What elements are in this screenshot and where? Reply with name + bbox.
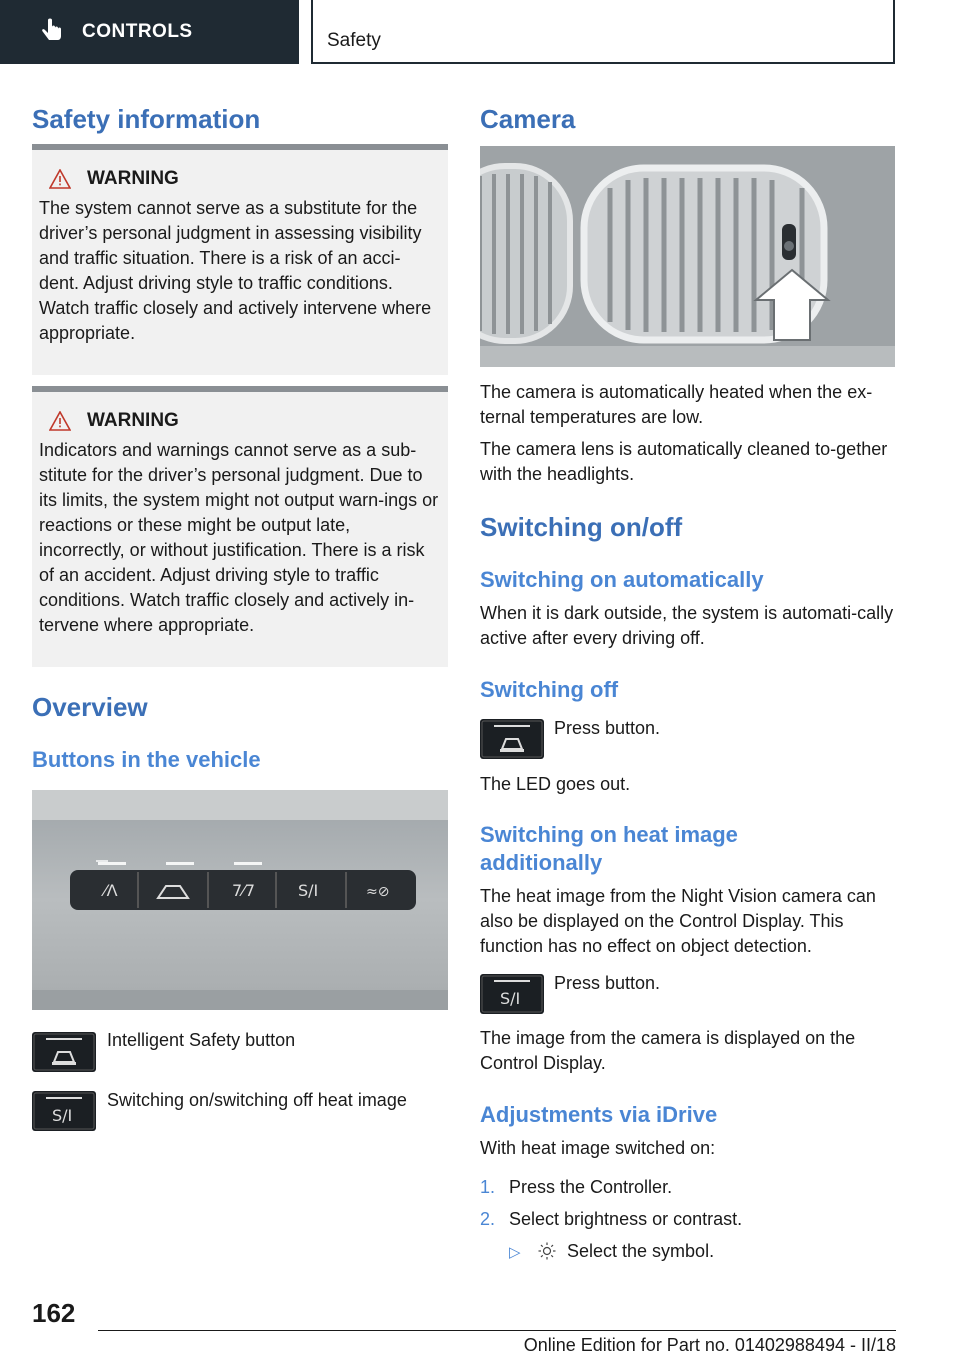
svg-text:S/I: S/I [298, 881, 319, 900]
svg-text:7⁄7: 7⁄7 [232, 881, 256, 900]
heat-heading-line-2: additionally [480, 850, 603, 875]
camera-photo [480, 146, 895, 367]
camera-heated-text: The camera is automatically heated when the ex-ternal temperatures are low. [480, 382, 873, 427]
warning-triangle-icon [49, 169, 71, 189]
brightness-icon [538, 1242, 556, 1260]
intelligent-safety-label: Intelligent Safety button [107, 1030, 296, 1050]
auto-heading: Switching on automatically [480, 567, 764, 592]
footer-divider [98, 1330, 896, 1331]
list-item: 1. Press the Controller. [480, 1177, 673, 1197]
camera-cleaned-text: The camera lens is automatically cleaned to-gether with the headlights. [480, 439, 888, 484]
section-tab [0, 0, 299, 64]
svg-text:⁄Λ: ⁄Λ [104, 881, 118, 900]
auto-text: When it is dark outside, the system is automati-cally active after every driving off. [480, 603, 894, 648]
overview-heading: Overview [32, 692, 148, 722]
warning-text-2: Indicators and warnings cannot serve as a sub-stitute for the driver’s personal judgment. Due to its limits, the system might not output warn-ings or reactions or these might be output late, incorrectly, or without justification. There is a risk of an accident. Adjust driving style to traffic conditions. Watch traffic closely and actively in-tervene where appropriate. [39, 440, 439, 635]
intelligent-safety-button-icon [32, 1032, 96, 1072]
heat-text: The heat image from the Night Vision camera can also be displayed on the Control Display. This function has no effect on object detection. [480, 886, 876, 956]
section-label: CONTROLS [82, 21, 193, 42]
heat-image-label: Switching on/switching off heat image [107, 1090, 407, 1110]
warning-triangle-icon [49, 411, 71, 431]
warning-text-1: The system cannot serve as a substitute for the driver’s personal judgment in assessing visibility and traffic situation. There is a risk of an acci-dent. Adjust driving style to traffic conditions. Watch traffic closely and actively intervene where appropriate. [39, 198, 432, 343]
intelligent-safety-icon [32, 1032, 96, 1072]
intelligent-safety-button-icon-2 [480, 719, 544, 759]
page-number: 162 [32, 1298, 76, 1328]
heat-image-button-icon-2 [480, 974, 544, 1014]
heat-heading-line-1: Switching on heat image [480, 822, 738, 847]
svg-text:≈⊘: ≈⊘ [366, 884, 390, 900]
camera-heading: Camera [480, 104, 576, 134]
idrive-text: With heat image switched on: [480, 1138, 716, 1158]
safety-info-heading: Safety information [32, 104, 261, 134]
heat-image-icon [32, 1091, 96, 1131]
image-displayed-text: The image from the camera is displayed on the Control Display. [480, 1028, 856, 1073]
switching-heading: Switching on/off [480, 512, 683, 542]
svg-text:S/I: S/I [500, 989, 521, 1008]
buttons-heading: Buttons in the vehicle [32, 747, 261, 772]
sub-bullet: ▷ Select the symbol. [509, 1241, 715, 1261]
idrive-heading: Adjustments via iDrive [480, 1102, 718, 1127]
warning-box-2 [32, 386, 448, 667]
bullet-marker: ▷ [509, 1244, 521, 1261]
chapter-header [311, 0, 895, 64]
warning-title-1: WARNING [39, 168, 440, 190]
svg-text:S/I: S/I [52, 1106, 73, 1125]
heat-image-icon [480, 974, 544, 1014]
warning-title-2: WARNING [39, 410, 440, 432]
list-item: 2. Select brightness or contrast. [480, 1209, 743, 1229]
press-button-text-2: Press button. [554, 973, 661, 993]
intelligent-safety-icon [480, 719, 544, 759]
heat-image-button-icon [32, 1091, 96, 1131]
led-text: The LED goes out. [480, 774, 631, 794]
off-heading: Switching off [480, 677, 619, 702]
warning-box-1 [32, 144, 448, 375]
chapter-title: Safety [327, 30, 381, 51]
hand-pointer-icon [36, 17, 66, 47]
press-button-text-1: Press button. [554, 718, 661, 738]
edition-text: Online Edition for Part no. 01402988494 - II/18 [523, 1335, 896, 1355]
buttons-photo [32, 790, 448, 1010]
